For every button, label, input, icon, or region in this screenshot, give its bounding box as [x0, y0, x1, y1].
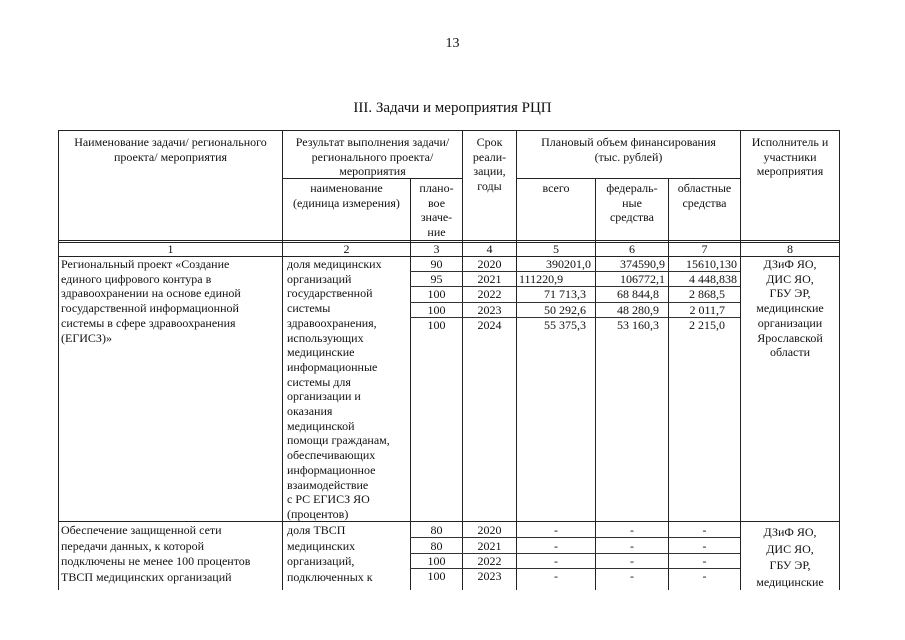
executor: ДЗиФ ЯО, ДИС ЯО, ГБУ ЭР, медицинские: [756, 525, 824, 589]
planned-value: 100: [427, 318, 446, 332]
page-number: 13: [445, 36, 460, 51]
planned-value: 100: [427, 287, 446, 301]
col-border: [462, 130, 463, 590]
section-title: III. Задачи и мероприятия РЦП: [353, 100, 552, 116]
col-border: [740, 130, 741, 590]
result-indicator-name: доля ТВСП медицинских организаций, подключенных к: [287, 523, 373, 584]
executor: ДЗиФ ЯО, ДИС ЯО, ГБУ ЭР, медицинские организации Ярославской области: [756, 257, 824, 360]
result-indicator-name: доля медицинских организаций государственной системы здравоохранения, использующих медицинские информационные системы для организации и оказания медицинской помощи гражданам, обеспечивающих информационное взаимодействие с РС ЕГИСЗ ЯО (процентов): [287, 257, 390, 521]
finance-total: 71 713,3: [544, 287, 586, 301]
finance-federal: -: [630, 569, 634, 583]
task-divider-line: [58, 521, 839, 522]
planned-value: 95: [430, 272, 443, 286]
column-number: 1: [167, 242, 174, 256]
header-result: Результат выполнения задачи/ регионального проекта/ мероприятия: [295, 135, 450, 178]
column-number: 4: [486, 242, 493, 256]
finance-total: -: [554, 523, 558, 537]
year: 2022: [477, 554, 502, 568]
year: 2023: [477, 569, 502, 583]
header-divider-finance: [516, 178, 740, 179]
header-result-name: наименование (единица измерения): [293, 181, 400, 210]
finance-regional: 4 448,838: [689, 272, 737, 286]
col-border: [839, 130, 840, 590]
header-finance: Плановый объем финансирования (тыс. рублей): [541, 135, 716, 164]
planned-value: 100: [427, 554, 446, 568]
header-finance-total: всего: [542, 181, 570, 195]
finance-federal: 53 160,3: [617, 318, 659, 332]
planned-value: 100: [427, 569, 446, 583]
finance-federal: 106772,1: [620, 272, 665, 286]
planned-value: 80: [430, 523, 443, 537]
finance-total: 390201,0: [546, 257, 591, 271]
column-number: 5: [553, 242, 559, 256]
finance-regional: -: [702, 554, 707, 568]
header-executor: Исполнитель и участники мероприятия: [751, 135, 829, 178]
header-finance-federal: федераль- ные средства: [606, 181, 658, 224]
planned-value: 90: [430, 257, 443, 271]
column-number: 6: [629, 242, 635, 256]
finance-total: 55 375,3: [544, 318, 586, 332]
header-task-name: Наименование задачи/ регионального проекта/ мероприятия: [74, 135, 267, 164]
finance-regional: -: [702, 569, 707, 583]
finance-total: 111220,9: [519, 272, 564, 286]
year: 2024: [477, 318, 502, 332]
column-number: 8: [787, 242, 793, 256]
year: 2023: [477, 303, 502, 317]
finance-regional: 2 215,0: [689, 318, 725, 332]
col-border: [58, 130, 59, 590]
task-name: Региональный проект «Создание единого цифрового контура в здравоохранении на основе единой государственной информационной системы в сфере здравоохранения (ЕГИСЗ)»: [61, 257, 241, 345]
header-result-value: плано- вое значе- ние: [419, 181, 454, 239]
finance-federal: 68 844,8: [617, 287, 659, 301]
finance-federal: -: [630, 554, 634, 568]
finance-regional: 15610,130: [686, 257, 737, 271]
finance-regional: -: [702, 539, 707, 553]
year: 2022: [477, 287, 502, 301]
finance-total: -: [554, 539, 558, 553]
finance-total: -: [554, 569, 558, 583]
column-number: 7: [701, 242, 708, 256]
year: 2020: [477, 257, 502, 271]
col-border: [516, 130, 517, 590]
finance-regional: -: [702, 523, 707, 537]
finance-federal: 48 280,9: [617, 303, 659, 317]
planned-value: 80: [430, 539, 443, 553]
table-border-top: [58, 130, 839, 131]
column-number: 2: [343, 242, 350, 256]
planned-value: 100: [427, 303, 446, 317]
task-name: Обеспечение защищенной сети передачи данных, к которой подключены не менее 100 процентов ТВСП медицинских организаций: [61, 523, 251, 584]
finance-federal: -: [630, 539, 634, 553]
finance-total: -: [554, 554, 558, 568]
header-finance-regional: областные средства: [677, 181, 732, 210]
finance-federal: -: [630, 523, 634, 537]
column-number: 3: [433, 242, 440, 256]
finance-regional: 2 011,7: [689, 303, 725, 317]
header-bottom-line: [58, 240, 839, 241]
year: 2020: [477, 523, 502, 537]
finance-federal: 374590,9: [620, 257, 665, 271]
finance-total: 50 292,6: [544, 303, 586, 317]
year: 2021: [477, 272, 502, 286]
year: 2021: [477, 539, 502, 553]
finance-regional: 2 868,5: [689, 287, 725, 301]
header-term: Срок реали- зации, годы: [472, 135, 507, 193]
